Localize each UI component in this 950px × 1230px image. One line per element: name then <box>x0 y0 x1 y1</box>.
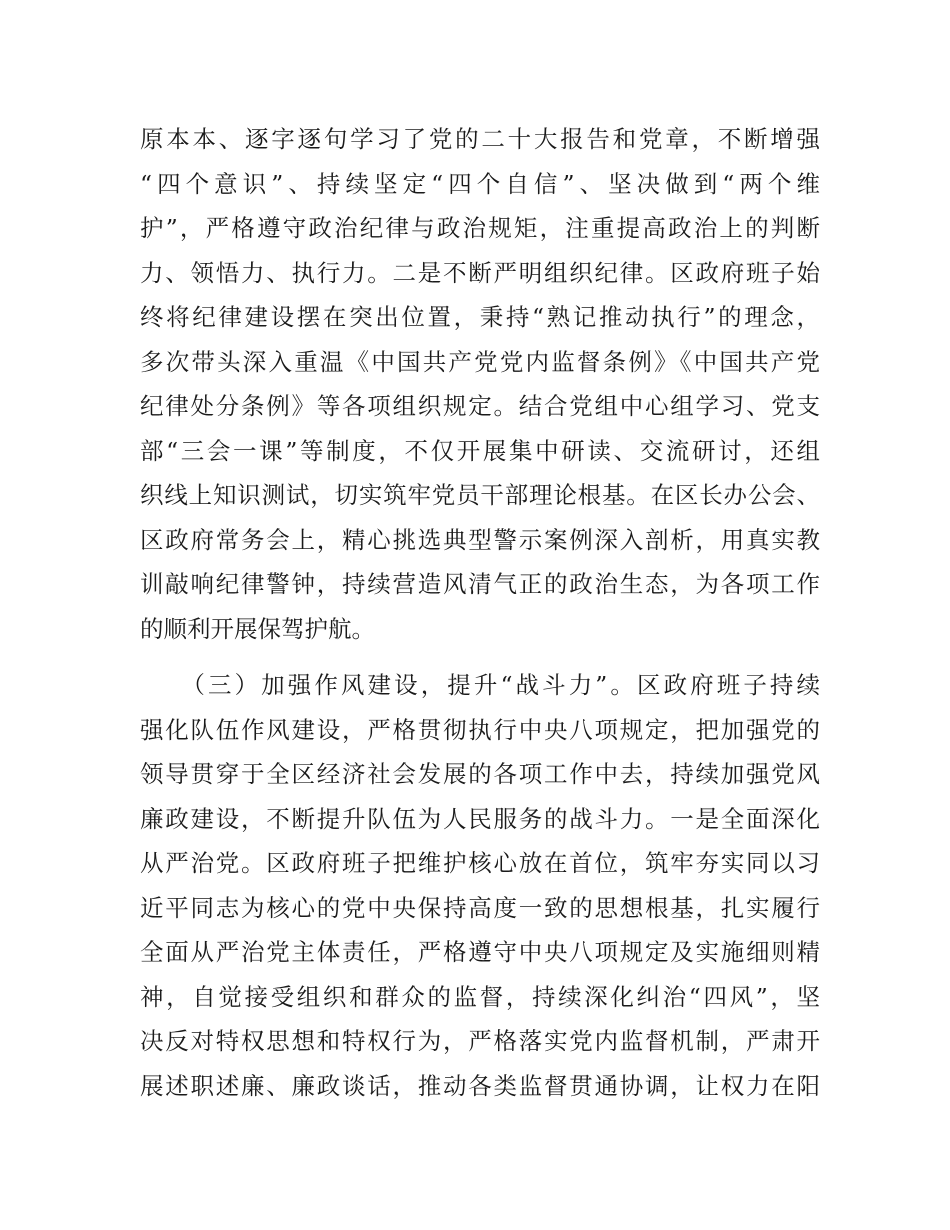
paragraph-spacer <box>140 651 820 663</box>
text-line: 多次带头深入重温《中国共产党党内监督条例》《中国共产党 <box>140 347 820 376</box>
document-body <box>140 117 820 1108</box>
paragraph-1 <box>140 117 820 651</box>
text-line: （三）加强作风建设，提升“战斗力”。区政府班子持续 <box>140 671 820 699</box>
text-line: 纪律处分条例》等各项组织规定。结合党组中心组学习、党支 <box>140 392 820 420</box>
text-line: 区政府常务会上，精心挑选典型警示案例深入剖析，用真实教 <box>140 525 820 554</box>
text-line: 全面从严治党主体责任，严格遵守中央八项规定及实施细则精 <box>140 938 820 966</box>
text-line: 神，自觉接受组织和群众的监督，持续深化纠治“四风”，坚 <box>140 982 820 1011</box>
text-line: 原本本、逐字逐句学习了党的二十大报告和党章，不断增强 <box>140 125 820 153</box>
text-line: 训敲响纪律警钟，持续营造风清气正的政治生态，为各项工作 <box>140 570 820 598</box>
text-line: 部“三会一课”等制度，不仅开展集中研读、交流研讨，还组 <box>140 436 820 465</box>
text-line: 强化队伍作风建设，严格贯彻执行中央八项规定，把加强党的 <box>140 715 820 744</box>
text-line: 从严治党。区政府班子把维护核心放在首位，筑牢夯实同以习 <box>140 849 820 877</box>
text-line: 领导贯穿于全区经济社会发展的各项工作中去，持续加强党风 <box>140 760 820 788</box>
text-line: 护”，严格遵守政治纪律与政治规矩，注重提高政治上的判断 <box>140 214 820 242</box>
text-line: 廉政建设，不断提升队伍为人民服务的战斗力。一是全面深化 <box>140 804 820 833</box>
text-line: 展述职述廉、廉政谈话，推动各类监督贯通协调，让权力在阳 <box>140 1071 820 1100</box>
text-line: “四个意识”、持续坚定“四个自信”、坚决做到“两个维 <box>140 169 820 198</box>
text-line: 决反对特权思想和特权行为，严格落实党内监督机制，严肃开 <box>140 1027 820 1055</box>
text-line: 的顺利开展保驾护航。 <box>140 614 375 643</box>
text-line: 终将纪律建设摆在突出位置，秉持“熟记推动执行”的理念， <box>140 303 820 331</box>
paragraph-2 <box>140 663 820 1108</box>
text-line: 力、领悟力、执行力。二是不断严明组织纪律。区政府班子始 <box>140 258 820 287</box>
text-line: 近平同志为核心的党中央保持高度一致的思想根基，扎实履行 <box>140 893 820 922</box>
text-line: 织线上知识测试，切实筑牢党员干部理论根基。在区长办公会、 <box>140 481 820 509</box>
